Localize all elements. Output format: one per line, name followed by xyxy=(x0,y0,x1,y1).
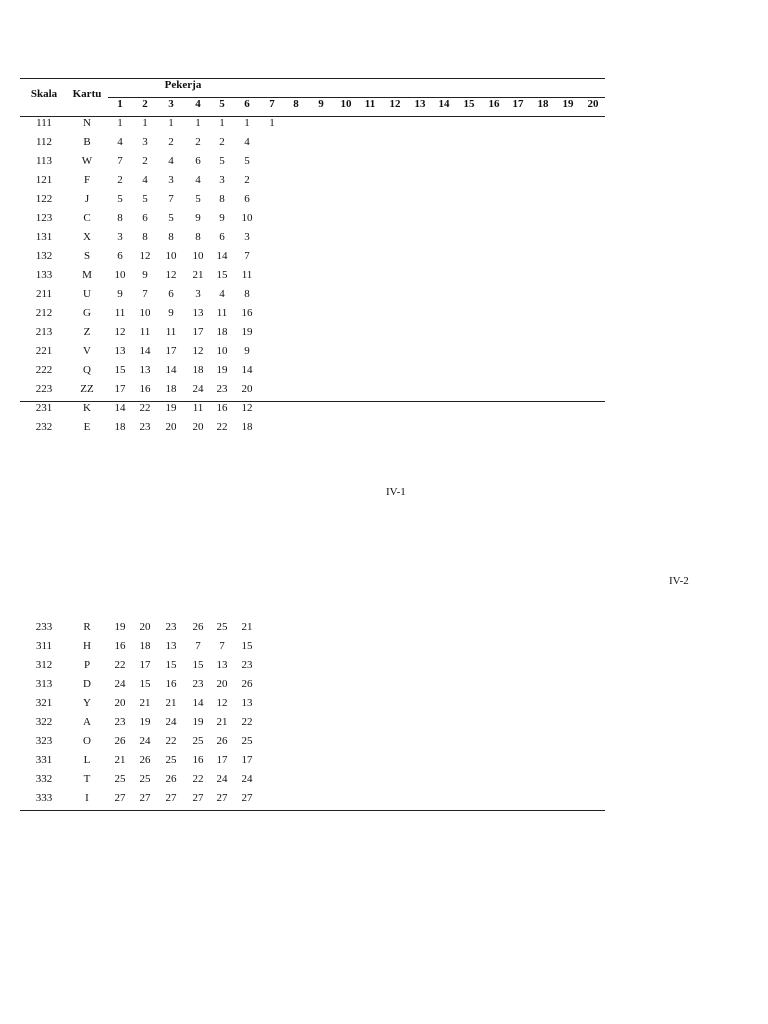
value-cell: 27 xyxy=(216,792,228,804)
skala-cell: 113 xyxy=(35,155,53,167)
worker-header-12: 12 xyxy=(389,98,401,110)
kartu-cell: R xyxy=(83,621,91,633)
value-cell: 11 xyxy=(139,326,151,338)
value-cell: 25 xyxy=(192,735,204,747)
value-cell: 12 xyxy=(241,402,253,414)
skala-cell: 311 xyxy=(35,640,53,652)
value-cell: 11 xyxy=(165,326,177,338)
value-cell: 8 xyxy=(195,231,201,243)
value-cell: 13 xyxy=(216,659,228,671)
skala-cell: 131 xyxy=(35,231,53,243)
value-cell: 17 xyxy=(241,754,253,766)
value-cell: 10 xyxy=(139,307,151,319)
value-cell: 6 xyxy=(195,155,201,167)
value-cell: 9 xyxy=(117,288,123,300)
value-cell: 27 xyxy=(192,792,204,804)
value-cell: 20 xyxy=(192,421,204,433)
kartu-cell: O xyxy=(83,735,91,747)
value-cell: 15 xyxy=(114,364,126,376)
kartu-cell: C xyxy=(83,212,91,224)
value-cell: 19 xyxy=(216,364,228,376)
value-cell: 20 xyxy=(139,621,151,633)
value-cell: 11 xyxy=(114,307,126,319)
kartu-cell: E xyxy=(83,421,91,433)
value-cell: 24 xyxy=(241,773,253,785)
value-cell: 10 xyxy=(241,212,253,224)
value-cell: 15 xyxy=(216,269,228,281)
value-cell: 1 xyxy=(195,117,201,129)
skala-cell: 233 xyxy=(35,621,53,633)
value-cell: 19 xyxy=(114,621,126,633)
kartu-cell: H xyxy=(83,640,91,652)
kartu-cell: N xyxy=(83,117,91,129)
value-cell: 7 xyxy=(195,640,201,652)
value-cell: 13 xyxy=(241,697,253,709)
value-cell: 2 xyxy=(244,174,250,186)
value-cell: 15 xyxy=(139,678,151,690)
value-cell: 25 xyxy=(114,773,126,785)
skala-cell: 331 xyxy=(35,754,53,766)
value-cell: 13 xyxy=(165,640,177,652)
value-cell: 11 xyxy=(216,307,228,319)
value-cell: 22 xyxy=(192,773,204,785)
worker-header-10: 10 xyxy=(340,98,352,110)
value-cell: 8 xyxy=(244,288,250,300)
value-cell: 16 xyxy=(192,754,204,766)
value-cell: 1 xyxy=(142,117,148,129)
value-cell: 3 xyxy=(168,174,174,186)
value-cell: 21 xyxy=(192,269,204,281)
kartu-cell: T xyxy=(83,773,91,785)
value-cell: 26 xyxy=(241,678,253,690)
value-cell: 23 xyxy=(114,716,126,728)
value-cell: 17 xyxy=(114,383,126,395)
value-cell: 6 xyxy=(142,212,148,224)
value-cell: 22 xyxy=(241,716,253,728)
value-cell: 18 xyxy=(165,383,177,395)
header-kartu: Kartu xyxy=(72,88,102,100)
kartu-cell: P xyxy=(83,659,91,671)
value-cell: 24 xyxy=(192,383,204,395)
value-cell: 14 xyxy=(241,364,253,376)
value-cell: 10 xyxy=(216,345,228,357)
value-cell: 6 xyxy=(117,250,123,262)
value-cell: 8 xyxy=(168,231,174,243)
value-cell: 6 xyxy=(219,231,225,243)
value-cell: 15 xyxy=(165,659,177,671)
kartu-cell: V xyxy=(83,345,91,357)
skala-cell: 222 xyxy=(35,364,53,376)
value-cell: 1 xyxy=(219,117,225,129)
value-cell: 3 xyxy=(195,288,201,300)
kartu-cell: J xyxy=(84,193,90,205)
value-cell: 4 xyxy=(117,136,123,148)
header-pekerja: Pekerja xyxy=(164,79,202,91)
value-cell: 26 xyxy=(192,621,204,633)
value-cell: 22 xyxy=(114,659,126,671)
value-cell: 4 xyxy=(142,174,148,186)
value-cell: 26 xyxy=(114,735,126,747)
kartu-cell: ZZ xyxy=(80,383,94,395)
value-cell: 22 xyxy=(165,735,177,747)
kartu-cell: A xyxy=(83,716,91,728)
skala-cell: 322 xyxy=(35,716,53,728)
worker-header-1: 1 xyxy=(117,98,123,110)
value-cell: 16 xyxy=(114,640,126,652)
value-cell: 15 xyxy=(241,640,253,652)
value-cell: 24 xyxy=(165,716,177,728)
value-cell: 27 xyxy=(139,792,151,804)
kartu-cell: D xyxy=(83,678,91,690)
value-cell: 6 xyxy=(168,288,174,300)
value-cell: 8 xyxy=(142,231,148,243)
value-cell: 1 xyxy=(269,117,275,129)
value-cell: 2 xyxy=(142,155,148,167)
value-cell: 7 xyxy=(142,288,148,300)
value-cell: 5 xyxy=(117,193,123,205)
value-cell: 3 xyxy=(244,231,250,243)
kartu-cell: G xyxy=(83,307,91,319)
skala-cell: 123 xyxy=(35,212,53,224)
value-cell: 18 xyxy=(216,326,228,338)
value-cell: 24 xyxy=(216,773,228,785)
worker-header-19: 19 xyxy=(562,98,574,110)
table-top-rule xyxy=(20,78,605,79)
value-cell: 9 xyxy=(195,212,201,224)
skala-cell: 211 xyxy=(35,288,53,300)
kartu-cell: I xyxy=(85,792,89,804)
worker-header-9: 9 xyxy=(318,98,324,110)
value-cell: 22 xyxy=(216,421,228,433)
skala-cell: 221 xyxy=(35,345,53,357)
value-cell: 23 xyxy=(139,421,151,433)
skala-cell: 111 xyxy=(36,117,52,129)
value-cell: 18 xyxy=(114,421,126,433)
skala-cell: 323 xyxy=(35,735,53,747)
value-cell: 7 xyxy=(244,250,250,262)
kartu-cell: L xyxy=(83,754,91,766)
value-cell: 27 xyxy=(165,792,177,804)
value-cell: 26 xyxy=(165,773,177,785)
worker-header-5: 5 xyxy=(219,98,225,110)
worker-header-13: 13 xyxy=(414,98,426,110)
skala-cell: 212 xyxy=(35,307,53,319)
value-cell: 20 xyxy=(216,678,228,690)
value-cell: 16 xyxy=(165,678,177,690)
value-cell: 10 xyxy=(114,269,126,281)
value-cell: 3 xyxy=(142,136,148,148)
value-cell: 15 xyxy=(192,659,204,671)
worker-header-14: 14 xyxy=(438,98,450,110)
value-cell: 23 xyxy=(192,678,204,690)
value-cell: 21 xyxy=(139,697,151,709)
value-cell: 26 xyxy=(216,735,228,747)
worker-header-2: 2 xyxy=(142,98,148,110)
value-cell: 18 xyxy=(139,640,151,652)
value-cell: 12 xyxy=(165,269,177,281)
value-cell: 23 xyxy=(216,383,228,395)
value-cell: 7 xyxy=(117,155,123,167)
value-cell: 24 xyxy=(139,735,151,747)
value-cell: 25 xyxy=(165,754,177,766)
value-cell: 13 xyxy=(139,364,151,376)
value-cell: 23 xyxy=(241,659,253,671)
value-cell: 27 xyxy=(114,792,126,804)
value-cell: 1 xyxy=(117,117,123,129)
value-cell: 10 xyxy=(165,250,177,262)
value-cell: 5 xyxy=(219,155,225,167)
value-cell: 19 xyxy=(192,716,204,728)
worker-header-17: 17 xyxy=(512,98,524,110)
value-cell: 17 xyxy=(192,326,204,338)
value-cell: 3 xyxy=(117,231,123,243)
header-skala: Skala xyxy=(30,88,58,100)
value-cell: 17 xyxy=(216,754,228,766)
value-cell: 4 xyxy=(219,288,225,300)
worker-header-4: 4 xyxy=(195,98,201,110)
kartu-cell: X xyxy=(83,231,91,243)
skala-cell: 312 xyxy=(35,659,53,671)
value-cell: 22 xyxy=(139,402,151,414)
value-cell: 5 xyxy=(142,193,148,205)
worker-header-18: 18 xyxy=(537,98,549,110)
skala-cell: 333 xyxy=(35,792,53,804)
value-cell: 11 xyxy=(192,402,204,414)
value-cell: 16 xyxy=(139,383,151,395)
value-cell: 16 xyxy=(216,402,228,414)
value-cell: 14 xyxy=(139,345,151,357)
kartu-cell: K xyxy=(83,402,91,414)
skala-cell: 133 xyxy=(35,269,53,281)
value-cell: 18 xyxy=(192,364,204,376)
kartu-cell: S xyxy=(83,250,91,262)
kartu-cell: Y xyxy=(83,697,91,709)
value-cell: 12 xyxy=(192,345,204,357)
worker-header-16: 16 xyxy=(488,98,500,110)
value-cell: 21 xyxy=(241,621,253,633)
value-cell: 2 xyxy=(168,136,174,148)
value-cell: 17 xyxy=(165,345,177,357)
value-cell: 3 xyxy=(219,174,225,186)
value-cell: 2 xyxy=(219,136,225,148)
value-cell: 2 xyxy=(195,136,201,148)
value-cell: 21 xyxy=(114,754,126,766)
value-cell: 9 xyxy=(219,212,225,224)
value-cell: 12 xyxy=(114,326,126,338)
value-cell: 23 xyxy=(165,621,177,633)
value-cell: 12 xyxy=(216,697,228,709)
worker-header-6: 6 xyxy=(244,98,250,110)
value-cell: 25 xyxy=(241,735,253,747)
value-cell: 9 xyxy=(142,269,148,281)
skala-cell: 122 xyxy=(35,193,53,205)
value-cell: 21 xyxy=(216,716,228,728)
worker-header-7: 7 xyxy=(269,98,275,110)
value-cell: 9 xyxy=(168,307,174,319)
value-cell: 5 xyxy=(244,155,250,167)
skala-cell: 112 xyxy=(35,136,53,148)
value-cell: 17 xyxy=(139,659,151,671)
skala-cell: 223 xyxy=(35,383,53,395)
value-cell: 10 xyxy=(192,250,204,262)
kartu-cell: Q xyxy=(83,364,91,376)
value-cell: 19 xyxy=(165,402,177,414)
value-cell: 18 xyxy=(241,421,253,433)
skala-cell: 231 xyxy=(35,402,53,414)
page-number-iv-2: IV-2 xyxy=(669,575,689,587)
worker-header-11: 11 xyxy=(364,98,376,110)
value-cell: 2 xyxy=(117,174,123,186)
skala-cell: 321 xyxy=(35,697,53,709)
value-cell: 5 xyxy=(195,193,201,205)
value-cell: 4 xyxy=(168,155,174,167)
value-cell: 14 xyxy=(114,402,126,414)
value-cell: 8 xyxy=(219,193,225,205)
value-cell: 1 xyxy=(168,117,174,129)
value-cell: 26 xyxy=(139,754,151,766)
value-cell: 24 xyxy=(114,678,126,690)
worker-header-8: 8 xyxy=(293,98,299,110)
worker-header-15: 15 xyxy=(463,98,475,110)
value-cell: 19 xyxy=(241,326,253,338)
value-cell: 14 xyxy=(165,364,177,376)
value-cell: 19 xyxy=(139,716,151,728)
value-cell: 27 xyxy=(241,792,253,804)
worker-header-20: 20 xyxy=(587,98,599,110)
value-cell: 13 xyxy=(114,345,126,357)
value-cell: 14 xyxy=(192,697,204,709)
worker-header-3: 3 xyxy=(168,98,174,110)
kartu-cell: U xyxy=(83,288,91,300)
kartu-cell: B xyxy=(83,136,91,148)
value-cell: 20 xyxy=(165,421,177,433)
skala-cell: 232 xyxy=(35,421,53,433)
value-cell: 20 xyxy=(114,697,126,709)
value-cell: 6 xyxy=(244,193,250,205)
value-cell: 4 xyxy=(195,174,201,186)
value-cell: 14 xyxy=(216,250,228,262)
skala-cell: 332 xyxy=(35,773,53,785)
value-cell: 20 xyxy=(241,383,253,395)
skala-cell: 121 xyxy=(35,174,53,186)
table-bottom-rule xyxy=(20,810,605,811)
value-cell: 1 xyxy=(244,117,250,129)
kartu-cell: Z xyxy=(83,326,91,338)
value-cell: 9 xyxy=(244,345,250,357)
value-cell: 25 xyxy=(139,773,151,785)
skala-cell: 213 xyxy=(35,326,53,338)
kartu-cell: M xyxy=(82,269,92,281)
value-cell: 12 xyxy=(139,250,151,262)
kartu-cell: W xyxy=(81,155,93,167)
value-cell: 8 xyxy=(117,212,123,224)
value-cell: 5 xyxy=(168,212,174,224)
value-cell: 25 xyxy=(216,621,228,633)
page-number-iv-1: IV-1 xyxy=(386,486,406,498)
kartu-cell: F xyxy=(83,174,91,186)
value-cell: 7 xyxy=(219,640,225,652)
value-cell: 11 xyxy=(241,269,253,281)
value-cell: 16 xyxy=(241,307,253,319)
value-cell: 21 xyxy=(165,697,177,709)
skala-cell: 313 xyxy=(35,678,53,690)
skala-cell: 132 xyxy=(35,250,53,262)
value-cell: 4 xyxy=(244,136,250,148)
value-cell: 13 xyxy=(192,307,204,319)
value-cell: 7 xyxy=(168,193,174,205)
